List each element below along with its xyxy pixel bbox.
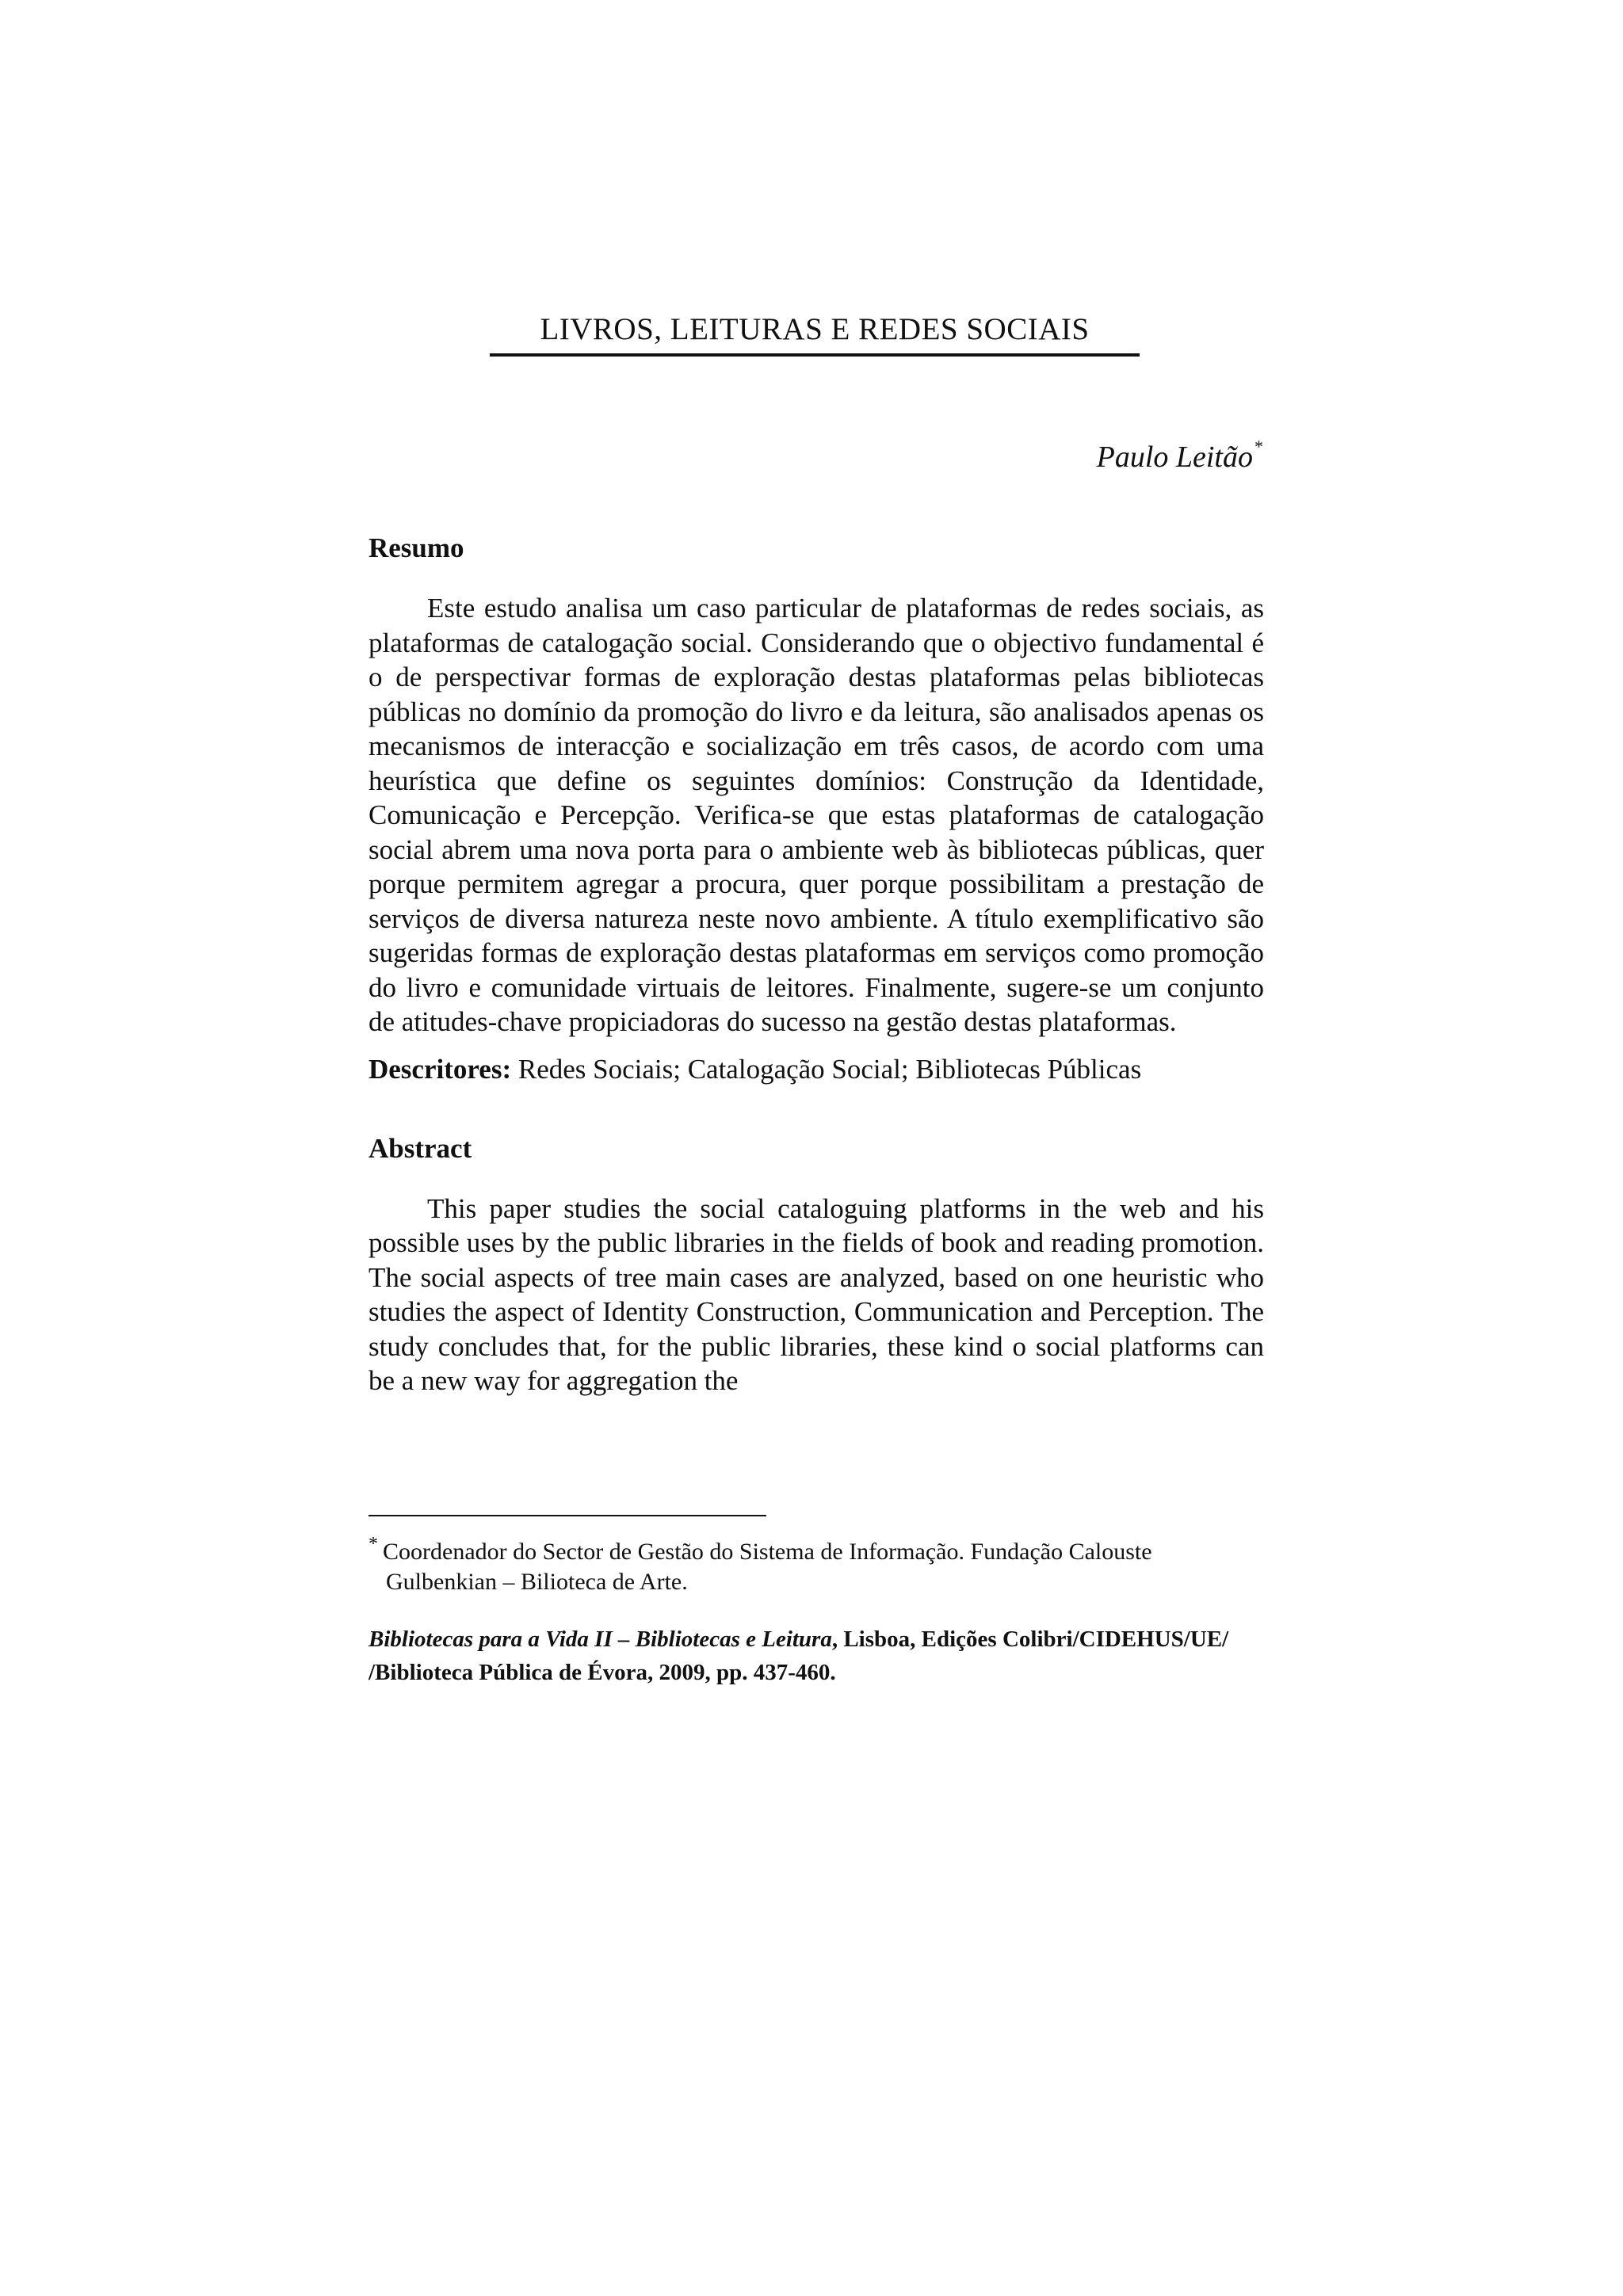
abstract-heading: Abstract (369, 1132, 472, 1164)
citation-publisher: , Lisboa, Edições Colibri/CIDEHUS/UE/ (831, 1627, 1229, 1652)
footnote-line-2: Gulbenkian – Bilioteca de Arte. (386, 1569, 688, 1595)
article-title-block (490, 307, 1140, 352)
keywords-value: Redes Sociais; Catalogação Social; Bibliotecas Públicas (517, 1053, 1142, 1085)
citation-details: /Biblioteca Pública de Évora, 2009, pp. 437-460. (369, 1660, 836, 1685)
abstract-paragraph: This paper studies the social cataloguing platforms in the web and his possible uses by the public libraries in the fields of book and reading promotion. The social aspects of tree main cases are analyzed, based on one heuristic who studies the aspect of Identity Construction, Communication and Perception. The study concludes that, for the public libraries, these kind o social platforms can be a new way for aggregation the (369, 1192, 1264, 1396)
author-footnote-mark: * (1254, 437, 1263, 456)
footnote-separator (369, 1515, 766, 1516)
resumo-heading: Resumo (369, 532, 464, 563)
resumo-paragraph: Este estudo analisa um caso particular de plataformas de redes sociais, as plataformas de catalogação social. Considerando que o objectivo fundamental é o de perspectivar formas de exploração destas plataformas pelas bibliotecas públicas no domínio da promoção do livro e da leitura, são analisados apenas os mecanismos de interacção e socialização em três casos, de acordo com uma heurística que define os seguintes domínios: Construção da Identidade, Comunicação e Percepção. Verifica-se que estas plataformas de catalogação social abrem uma nova porta para o ambiente web às bibliotecas públicas, quer porque permitem agregar a procura, quer porque possibilitam a prestação de serviços de diversa natureza neste novo ambiente. A título exemplificativo são sugeridas formas de exploração destas plataformas em serviços como promoção do livro e comunidade virtuais de leitores. Finalmente, sugere-se um conjunto de atitudes-chave propiciadoras do sucesso na gestão destas plataformas. (369, 593, 1264, 1037)
main-content (369, 529, 1264, 1398)
footnote (369, 1529, 1264, 1597)
keywords-label: Descritores: (369, 1053, 512, 1085)
citation-title: Bibliotecas para a Vida II – Bibliotecas e Leitura (369, 1627, 832, 1652)
footnote-mark: * (369, 1534, 378, 1554)
title-underline (490, 353, 1140, 357)
keywords-line (369, 1051, 1264, 1089)
footnote-line-1: Coordenador do Sector de Gestão do Sistema de Informação. Fundação Calouste (383, 1539, 1152, 1565)
citation (369, 1623, 1264, 1689)
article-title: LIVROS, LEITURAS E REDES SOCIAIS (540, 312, 1090, 346)
author-name: Paulo Leitão (1096, 441, 1253, 474)
author-line (1097, 425, 1263, 479)
